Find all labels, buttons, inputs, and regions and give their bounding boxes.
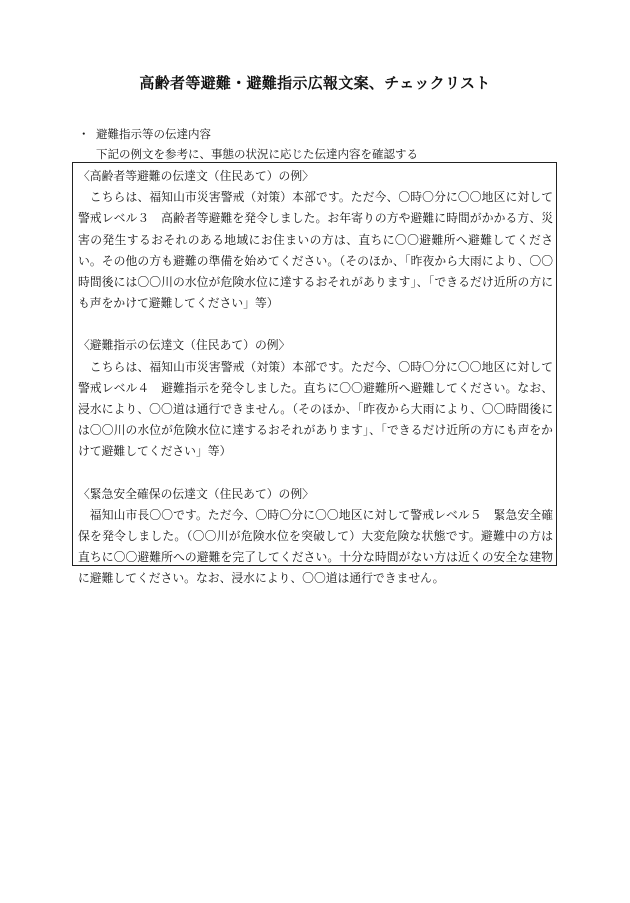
section-body: こちらは、福知山市災害警戒（対策）本部です。ただ今、〇時〇分に〇〇地区に対して警戒レベル４ 避難指示を発令しました。直ちに〇〇避難所へ避難してください。なお、浸水により、〇〇道は通行できません。（そのほか、「昨夜から大雨により、〇〇時間後には〇〇川の水位が危険水位に達するおそれがあります」、「できるだけ近所の方にも声をかけて避難してください」等） bbox=[78, 359, 553, 459]
section-body: 福知山市長〇〇です。ただ今、〇時〇分に〇〇地区に対して警戒レベル５ 緊急安全確保を発令しました。（〇〇川が危険水位を突破して）大変危険な状態です。避難中の方は直ちに〇〇避難所への避難を完了してください。十分な時間がない方は近くの安全な建物に避難してください。なお、浸水により、〇〇道は通行できません。 bbox=[78, 507, 553, 586]
section-heading: 〈避難指示の伝達文（住民あて）の例〉 bbox=[78, 338, 291, 353]
message-examples-box bbox=[72, 162, 557, 586]
bullet-text: 避難指示等の伝達内容 bbox=[96, 127, 211, 141]
intro-text: 下記の例文を参考に、事態の状況に応じた伝達内容を確認する bbox=[96, 147, 418, 161]
section-heading: 〈緊急安全確保の伝達文（住民あて）の例〉 bbox=[78, 486, 314, 501]
bullet-heading bbox=[78, 126, 211, 142]
section-emergency-safety bbox=[78, 484, 553, 590]
section-evacuation-order bbox=[78, 335, 553, 462]
section-elderly-evacuation bbox=[78, 166, 553, 314]
section-body: こちらは、福知山市災害警戒（対策）本部です。ただ今、〇時〇分に〇〇地区に対して警戒レベル３ 高齢者等避難を発令しました。お年寄りの方や避難に時間がかかる方、災害の発生するおそれのある地域にお住まいの方は、直ちに〇〇避難所へ避難してください。その他の方も避難の準備を始めてください。（そのほか、「昨夜から大雨により、〇〇時間後には〇〇川の水位が危険水位に達するおそれがあります」、「できるだけ近所の方にも声をかけて避難してください」等） bbox=[78, 190, 553, 311]
page-title: 高齢者等避難・避難指示広報文案、チェックリスト bbox=[139, 74, 491, 92]
bullet-symbol: ・ bbox=[78, 127, 90, 141]
section-heading: 〈高齢者等避難の伝達文（住民あて）の例〉 bbox=[78, 169, 314, 183]
